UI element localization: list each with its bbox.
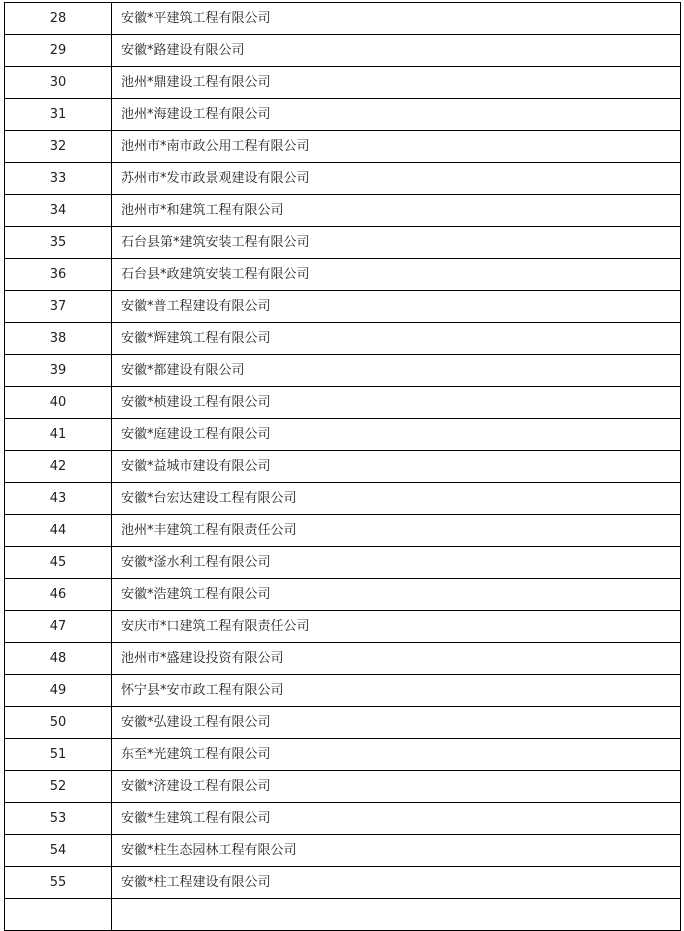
row-number-cell: 48 (5, 643, 112, 675)
row-number-cell: 33 (5, 163, 112, 195)
company-name-cell: 池州市*盛建设投资有限公司 (112, 643, 681, 675)
row-number-cell: 28 (5, 3, 112, 35)
table-row (5, 739, 681, 771)
row-number-cell: 51 (5, 739, 112, 771)
row-number-cell: 43 (5, 483, 112, 515)
table-row (5, 899, 681, 931)
row-number-cell: 50 (5, 707, 112, 739)
table-row (5, 227, 681, 259)
company-name-cell: 东至*光建筑工程有限公司 (112, 739, 681, 771)
row-number-cell: 55 (5, 867, 112, 899)
row-number-cell: 52 (5, 771, 112, 803)
row-number-cell: 29 (5, 35, 112, 67)
company-name-cell: 池州市*南市政公用工程有限公司 (112, 131, 681, 163)
table-row (5, 867, 681, 899)
company-name-cell: 安徽*弘建设工程有限公司 (112, 707, 681, 739)
row-number-cell: 54 (5, 835, 112, 867)
table-body (5, 3, 681, 931)
row-number-cell (5, 899, 112, 931)
company-name-cell: 池州市*和建筑工程有限公司 (112, 195, 681, 227)
row-number-cell: 49 (5, 675, 112, 707)
table-row (5, 643, 681, 675)
table-row (5, 3, 681, 35)
row-number-cell: 44 (5, 515, 112, 547)
table-row (5, 291, 681, 323)
row-number-cell: 45 (5, 547, 112, 579)
company-name-cell: 安徽*普工程建设有限公司 (112, 291, 681, 323)
table-row (5, 163, 681, 195)
company-name-cell: 安庆市*口建筑工程有限责任公司 (112, 611, 681, 643)
row-number-cell: 42 (5, 451, 112, 483)
table-row (5, 771, 681, 803)
row-number-cell: 35 (5, 227, 112, 259)
table-row (5, 35, 681, 67)
row-number-cell: 36 (5, 259, 112, 291)
company-name-cell: 安徽*桢建设工程有限公司 (112, 387, 681, 419)
company-name-cell: 安徽*柱生态园林工程有限公司 (112, 835, 681, 867)
company-name-cell: 石台县*政建筑安装工程有限公司 (112, 259, 681, 291)
company-name-cell: 安徽*滏水利工程有限公司 (112, 547, 681, 579)
company-name-cell: 池州*丰建筑工程有限责任公司 (112, 515, 681, 547)
table-row (5, 707, 681, 739)
table-row (5, 323, 681, 355)
company-name-cell: 安徽*台宏达建设工程有限公司 (112, 483, 681, 515)
row-number-cell: 40 (5, 387, 112, 419)
table-row (5, 675, 681, 707)
company-name-cell: 安徽*都建设有限公司 (112, 355, 681, 387)
table-row (5, 803, 681, 835)
table-row (5, 131, 681, 163)
table-row (5, 515, 681, 547)
company-name-cell: 苏州市*发市政景观建设有限公司 (112, 163, 681, 195)
row-number-cell: 31 (5, 99, 112, 131)
table-row (5, 579, 681, 611)
company-name-cell: 池州*鼎建设工程有限公司 (112, 67, 681, 99)
company-name-cell: 安徽*路建设有限公司 (112, 35, 681, 67)
row-number-cell: 41 (5, 419, 112, 451)
row-number-cell: 38 (5, 323, 112, 355)
row-number-cell: 34 (5, 195, 112, 227)
company-name-cell: 池州*海建设工程有限公司 (112, 99, 681, 131)
table-row (5, 547, 681, 579)
company-name-cell: 安徽*益城市建设有限公司 (112, 451, 681, 483)
company-name-cell: 安徽*浩建筑工程有限公司 (112, 579, 681, 611)
company-name-cell: 安徽*柱工程建设有限公司 (112, 867, 681, 899)
table-row (5, 195, 681, 227)
company-name-cell: 安徽*辉建筑工程有限公司 (112, 323, 681, 355)
table-row (5, 419, 681, 451)
company-name-cell: 安徽*平建筑工程有限公司 (112, 3, 681, 35)
company-name-cell: 安徽*庭建设工程有限公司 (112, 419, 681, 451)
table-row (5, 835, 681, 867)
table-row (5, 611, 681, 643)
company-name-cell: 石台县第*建筑安装工程有限公司 (112, 227, 681, 259)
company-list-table (4, 2, 681, 931)
row-number-cell: 37 (5, 291, 112, 323)
table-row (5, 451, 681, 483)
company-name-cell (112, 899, 681, 931)
row-number-cell: 53 (5, 803, 112, 835)
row-number-cell: 39 (5, 355, 112, 387)
table-row (5, 387, 681, 419)
table-row (5, 67, 681, 99)
row-number-cell: 32 (5, 131, 112, 163)
row-number-cell: 30 (5, 67, 112, 99)
company-name-cell: 安徽*济建设工程有限公司 (112, 771, 681, 803)
table-row (5, 259, 681, 291)
table-row (5, 355, 681, 387)
table-row (5, 483, 681, 515)
company-list-table-wrapper (4, 2, 680, 931)
row-number-cell: 46 (5, 579, 112, 611)
table-row (5, 99, 681, 131)
row-number-cell: 47 (5, 611, 112, 643)
company-name-cell: 怀宁县*安市政工程有限公司 (112, 675, 681, 707)
company-name-cell: 安徽*生建筑工程有限公司 (112, 803, 681, 835)
